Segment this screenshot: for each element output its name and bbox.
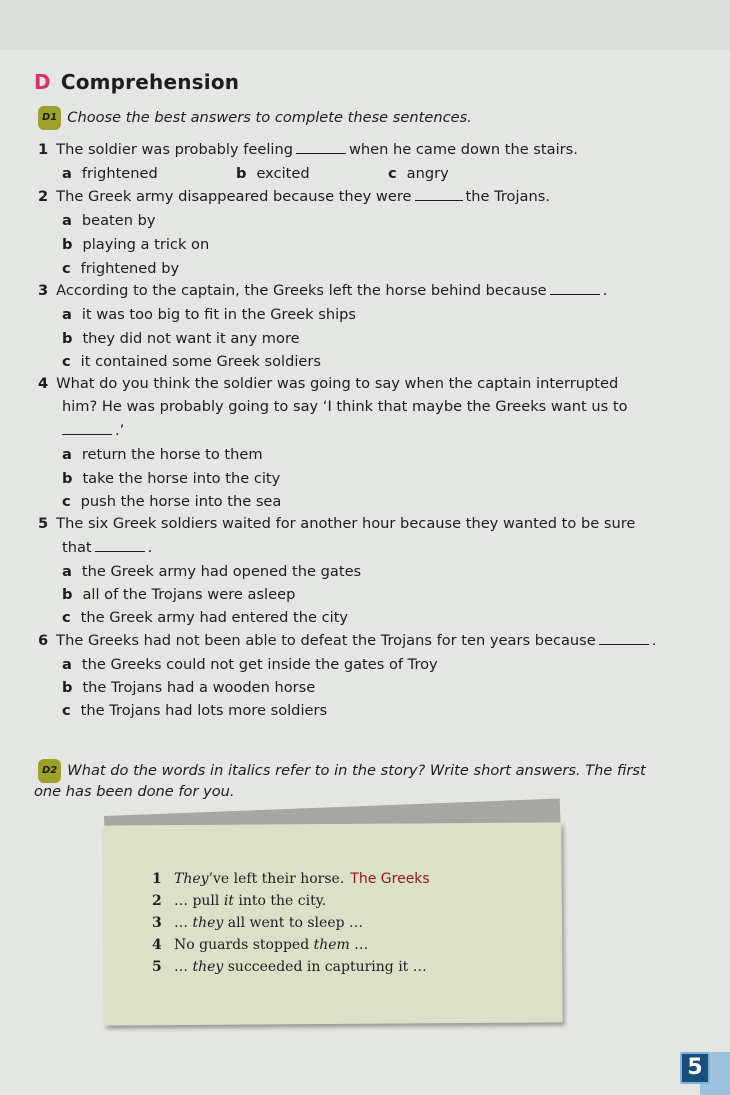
item-number: 5 — [152, 959, 162, 975]
section-title — [34, 70, 239, 94]
question-3 — [38, 280, 678, 303]
d2-badge: D2 — [38, 759, 61, 783]
italic-word: they — [192, 915, 224, 931]
option-text: frightened — [81, 165, 158, 182]
question-number: 2 — [38, 188, 49, 205]
option-text: push the horse into the sea — [80, 493, 282, 510]
option-letter: c — [62, 353, 71, 370]
question-text: The Greeks had not been able to defeat the Trojans for ten years because — [56, 632, 596, 649]
question-number: 4 — [38, 375, 49, 392]
question-text: What do you think the soldier was going to say when the captain interrupted — [56, 375, 619, 392]
question-number: 6 — [38, 632, 49, 649]
option-1a[interactable] — [62, 163, 158, 185]
list-item — [152, 868, 430, 890]
page-top-shade — [0, 0, 730, 50]
question-1 — [38, 139, 678, 162]
option-letter: c — [62, 702, 71, 719]
option-text: the Greek army had entered the city — [80, 609, 349, 626]
italic-words-list — [152, 868, 430, 978]
example-answer: The Greeks — [350, 871, 430, 887]
option-text: frightened by — [80, 260, 180, 277]
item-number: 4 — [152, 937, 162, 953]
option-1b[interactable] — [236, 163, 310, 185]
option-5b[interactable] — [62, 584, 295, 606]
option-4b[interactable] — [62, 468, 280, 490]
option-letter: a — [62, 165, 72, 182]
option-5a[interactable] — [62, 561, 361, 583]
option-text: they did not want it any more — [82, 330, 300, 347]
option-2b[interactable] — [62, 234, 209, 256]
answer-blank[interactable] — [95, 537, 145, 552]
option-text: return the horse to them — [81, 446, 263, 463]
option-3a[interactable] — [62, 304, 356, 326]
page-number: 5 — [680, 1052, 710, 1084]
item-text: … — [174, 959, 193, 975]
option-letter: a — [62, 656, 72, 673]
question-5 — [38, 513, 678, 536]
option-letter: c — [388, 165, 397, 182]
question-text: .’ — [115, 422, 125, 439]
option-text: the Trojans had a wooden horse — [82, 679, 316, 696]
option-2c[interactable] — [62, 258, 179, 280]
option-letter: c — [62, 493, 71, 510]
list-item[interactable] — [152, 912, 430, 934]
question-text: The Greek army disappeared because they were — [56, 188, 412, 205]
section-letter: D — [34, 70, 51, 94]
option-text: excited — [256, 165, 310, 182]
option-letter: b — [62, 236, 73, 253]
list-item[interactable] — [152, 956, 430, 978]
question-number: 5 — [38, 515, 49, 532]
question-4 — [38, 373, 678, 396]
d1-instruction — [38, 106, 472, 130]
italic-word: them — [313, 937, 350, 953]
option-5c[interactable] — [62, 607, 348, 629]
list-item[interactable] — [152, 934, 430, 956]
option-letter: c — [62, 609, 71, 626]
question-number: 1 — [38, 141, 49, 158]
option-6a[interactable] — [62, 654, 438, 676]
option-letter: b — [62, 679, 73, 696]
question-text: The soldier was probably feeling — [56, 141, 293, 158]
option-2a[interactable] — [62, 210, 156, 232]
question-number: 3 — [38, 282, 49, 299]
item-number: 1 — [152, 871, 162, 887]
question-text: . — [651, 632, 657, 649]
italic-word: They — [174, 871, 209, 887]
d2-instruction-line1: What do the words in italics refer to in the story? Write short answers. The first — [67, 762, 646, 779]
section-title-text: Comprehension — [60, 70, 240, 94]
list-item[interactable] — [152, 890, 430, 912]
option-letter: b — [62, 330, 73, 347]
option-3b[interactable] — [62, 328, 300, 350]
option-letter: a — [62, 446, 72, 463]
item-text: … — [174, 915, 193, 931]
item-text: … — [349, 937, 369, 953]
option-text: it contained some Greek soldiers — [80, 353, 322, 370]
question-4-line3 — [62, 420, 702, 443]
option-text: it was too big to fit in the Greek ships — [81, 306, 357, 323]
option-letter: a — [62, 212, 72, 229]
d2-instruction — [38, 759, 646, 783]
question-text: . — [602, 282, 608, 299]
question-2 — [38, 186, 678, 209]
option-text: take the horse into the city — [82, 470, 281, 487]
question-text: . — [147, 539, 153, 556]
question-text: The six Greek soldiers waited for another hour because they wanted to be sure — [56, 515, 636, 532]
option-text: the Trojans had lots more soldiers — [80, 702, 328, 719]
option-text: angry — [406, 165, 449, 182]
option-letter: c — [62, 260, 71, 277]
d1-badge: D1 — [38, 106, 61, 130]
question-text: the Trojans. — [465, 188, 550, 205]
option-letter: b — [62, 586, 73, 603]
option-letter: a — [62, 563, 72, 580]
question-text: According to the captain, the Greeks left the horse behind because — [56, 282, 547, 299]
answer-blank[interactable] — [599, 630, 649, 645]
option-text: all of the Trojans were asleep — [82, 586, 296, 603]
answer-blank[interactable] — [415, 186, 463, 201]
question-text: that — [62, 539, 92, 556]
option-text: the Greek army had opened the gates — [81, 563, 362, 580]
answer-blank[interactable] — [550, 280, 600, 295]
option-text: playing a trick on — [82, 236, 210, 253]
option-6b[interactable] — [62, 677, 315, 699]
option-letter: b — [62, 470, 73, 487]
item-number: 3 — [152, 915, 162, 931]
italic-word: it — [223, 893, 234, 909]
italic-word: they — [192, 959, 224, 975]
item-text: all went to sleep … — [223, 915, 364, 931]
question-5-line2 — [62, 537, 702, 560]
option-6c[interactable] — [62, 700, 327, 722]
answer-blank[interactable] — [62, 420, 112, 435]
option-4a[interactable] — [62, 444, 263, 466]
option-4c[interactable] — [62, 491, 281, 513]
answer-blank[interactable] — [296, 139, 346, 154]
item-text: into the city. — [233, 893, 327, 909]
item-text: ’ve left their horse. — [208, 871, 345, 887]
option-letter: b — [236, 165, 247, 182]
item-text: … pull — [174, 893, 224, 909]
question-4-line2: him? He was probably going to say ‘I think that maybe the Greeks want us to — [62, 398, 628, 415]
question-6 — [38, 630, 678, 653]
d2-instruction-line2: one has been done for you. — [34, 783, 235, 800]
option-letter: a — [62, 306, 72, 323]
item-number: 2 — [152, 893, 162, 909]
question-text: when he came down the stairs. — [348, 141, 578, 158]
option-3c[interactable] — [62, 351, 321, 373]
option-text: beaten by — [81, 212, 156, 229]
item-text: No guards stopped — [174, 937, 314, 953]
d1-instruction-text: Choose the best answers to complete these sentences. — [67, 109, 472, 126]
option-text: the Greeks could not get inside the gates of Troy — [81, 656, 438, 673]
item-text: succeeded in capturing it … — [223, 959, 427, 975]
option-1c[interactable] — [388, 163, 449, 185]
